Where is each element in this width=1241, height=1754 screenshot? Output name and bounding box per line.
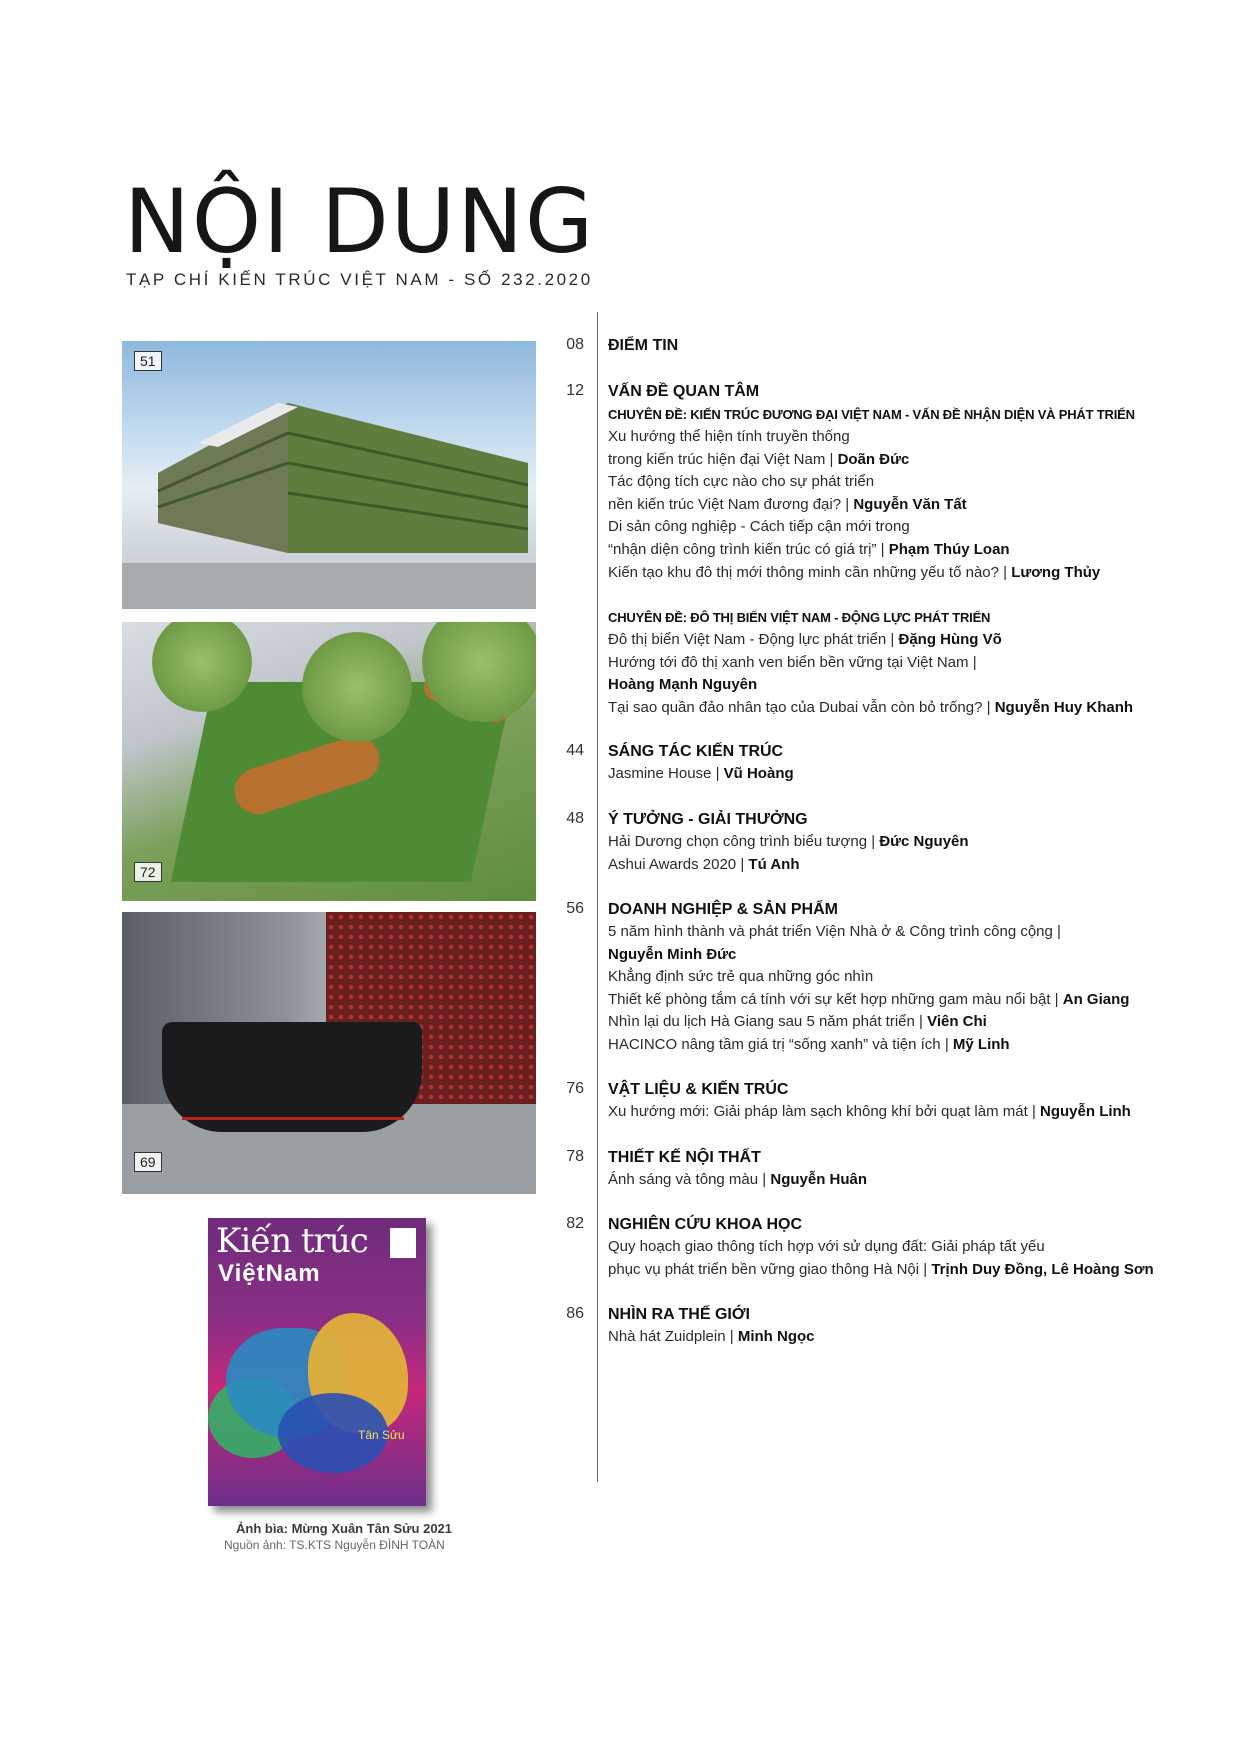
author: Nguyễn Minh Đức — [608, 945, 737, 963]
page-number: 56 — [566, 900, 584, 917]
article-line: Thiết kế phòng tắm cá tính với sự kết hợp những gam màu nổi bật | An Giang — [608, 990, 1130, 1008]
black-bathtub — [162, 1022, 422, 1132]
article-line: Tại sao quần đảo nhân tạo của Dubai vẫn còn bỏ trống? | Nguyễn Huy Khanh — [608, 698, 1134, 716]
article-line: Nhà hát Zuidplein | Minh Ngọc — [608, 1328, 815, 1345]
author: Doãn Đức — [837, 450, 910, 468]
topic-heading: CHUYÊN ĐỀ: KIẾN TRÚC ĐƯƠNG ĐẠI VIỆT NAM - VẤN ĐỀ NHẬN DIỆN VÀ PHÁT TRIỂN — [608, 407, 1135, 422]
article-line: 5 năm hình thành và phát triển Viện Nhà ở & Công trình công cộng | — [608, 923, 1061, 940]
section-title: DOANH NGHIỆP & SẢN PHẨM — [608, 901, 838, 918]
article-line: Ashui Awards 2020 | Tú Anh — [608, 855, 800, 873]
page-number: 44 — [566, 742, 584, 759]
author: Nguyễn Linh — [1040, 1103, 1131, 1120]
page-number: 82 — [566, 1215, 584, 1232]
section-title: NGHIÊN CỨU KHOA HỌC — [608, 1216, 803, 1233]
author: Đức Nguyên — [879, 833, 969, 850]
article-line: Xu hướng mới: Giải pháp làm sạch không khí bởi quạt làm mát | Nguyễn Linh — [608, 1103, 1131, 1120]
article-line: nền kiến trúc Việt Nam đương đại? | Nguyễn Văn Tất — [608, 495, 967, 513]
author: Tú Anh — [748, 855, 800, 873]
article-line: Jasmine House | Vũ Hoàng — [608, 765, 794, 782]
section-title: SÁNG TÁC KIẾN TRÚC — [608, 743, 784, 760]
article-line: Đô thị biển Việt Nam - Động lực phát triển | Đặng Hùng Võ — [608, 631, 1002, 649]
bathroom-photo — [122, 912, 536, 1194]
tree-canopy — [302, 632, 412, 742]
playground-photo — [122, 622, 536, 901]
page-number: 08 — [566, 336, 584, 353]
bathtub-red-band — [182, 1117, 404, 1120]
author: Trịnh Duy Đồng, Lê Hoàng Sơn — [931, 1260, 1154, 1278]
article-line: Nhìn lại du lịch Hà Giang sau 5 năm phát triển | Viên Chi — [608, 1013, 987, 1031]
cover-title: ViệtNam — [218, 1260, 321, 1287]
article-line: Quy hoạch giao thông tích hợp với sử dụng đất: Giải pháp tất yếu — [608, 1238, 1045, 1255]
page-number: 12 — [566, 382, 584, 399]
article-line: Tác động tích cực nào cho sự phát triển — [608, 473, 875, 491]
topic-heading: CHUYÊN ĐỀ: ĐÔ THỊ BIỂN VIỆT NAM - ĐỘNG LỰC PHÁT TRIỂN — [608, 610, 991, 626]
section-title: NHÌN RA THẾ GIỚI — [608, 1306, 750, 1323]
section-title: VẬT LIỆU & KIẾN TRÚC — [608, 1081, 789, 1098]
author: Lương Thủy — [1011, 563, 1101, 581]
article-line: Ánh sáng và tông màu | Nguyễn Huân — [608, 1171, 868, 1188]
article-line: HACINCO nâng tầm giá trị “sống xanh” và tiện ích | Mỹ Linh — [608, 1035, 1010, 1053]
article-line: Hướng tới đô thị xanh ven biển bền vững tại Việt Nam | — [608, 653, 977, 671]
article-line: phục vụ phát triển bền vững giao thông Hà Nội | Trịnh Duy Đồng, Lê Hoàng Sơn — [608, 1260, 1154, 1278]
section-title: ĐIỂM TIN — [608, 337, 679, 354]
author: Nguyễn Huân — [770, 1171, 868, 1188]
toc-divider — [597, 312, 598, 1482]
page-ref-tag: 51 — [134, 351, 162, 371]
page-number: 48 — [566, 810, 584, 827]
page-number: 86 — [566, 1305, 584, 1322]
magazine-cover — [208, 1218, 426, 1506]
author: Mỹ Linh — [952, 1035, 1010, 1053]
magazine-logo-icon — [390, 1228, 416, 1258]
green-building-illustration — [138, 403, 528, 553]
page-number: 78 — [566, 1148, 584, 1165]
article-line: “nhận diện công trình kiến trúc có giá trị” | Phạm Thúy Loan — [608, 540, 1010, 558]
page-title: NỘI DUNG — [124, 170, 596, 273]
article-line: Hải Dương chọn công trình biểu tượng | Đức Nguyên — [608, 833, 969, 850]
author: Viên Chi — [927, 1013, 987, 1031]
author: An Giang — [1062, 990, 1130, 1008]
section-title: THIẾT KẾ NỘI THẤT — [608, 1149, 761, 1166]
author: Minh Ngọc — [737, 1328, 815, 1345]
building-photo — [122, 341, 536, 609]
author: Phạm Thúy Loan — [888, 540, 1010, 558]
author: Đặng Hùng Võ — [898, 631, 1002, 649]
author: Vũ Hoàng — [723, 765, 794, 782]
plaza-ground — [122, 563, 536, 609]
magazine-issue-subtitle: TẠP CHÍ KIẾN TRÚC VIỆT NAM - SỐ 232.2020 — [126, 270, 593, 289]
article-line: trong kiến trúc hiện đại Việt Nam | Doãn Đức — [608, 450, 910, 468]
article-line — [608, 674, 1208, 697]
section-title: VẤN ĐỀ QUAN TÂM — [608, 383, 760, 400]
author: Nguyễn Huy Khanh — [994, 698, 1134, 716]
cover-text: Tân Sửu — [358, 1428, 405, 1442]
cover-source: Nguồn ảnh: TS.KTS Nguyễn ĐÌNH TOÀN — [224, 1538, 445, 1552]
page-ref-tag: 69 — [134, 1152, 162, 1172]
section-title: Ý TƯỞNG - GIẢI THƯỞNG — [608, 811, 808, 828]
page-ref-tag: 72 — [134, 862, 162, 882]
article-line: Xu hướng thể hiện tính truyền thống — [608, 428, 850, 445]
author: Hoàng Mạnh Nguyên — [608, 676, 758, 694]
article-line — [608, 944, 1208, 967]
author: Nguyễn Văn Tất — [853, 495, 967, 513]
page-number: 76 — [566, 1080, 584, 1097]
article-line: Khẳng định sức trẻ qua những góc nhìn — [608, 968, 874, 986]
article-line: Di sản công nghiệp - Cách tiếp cận mới trong — [608, 518, 910, 536]
cover-title: Kiến trúc — [216, 1221, 368, 1261]
article-line: Kiến tạo khu đô thị mới thông minh cần những yếu tố nào? | Lương Thủy — [608, 563, 1101, 581]
cover-caption: Ảnh bìa: Mừng Xuân Tân Sửu 2021 — [236, 1521, 453, 1536]
